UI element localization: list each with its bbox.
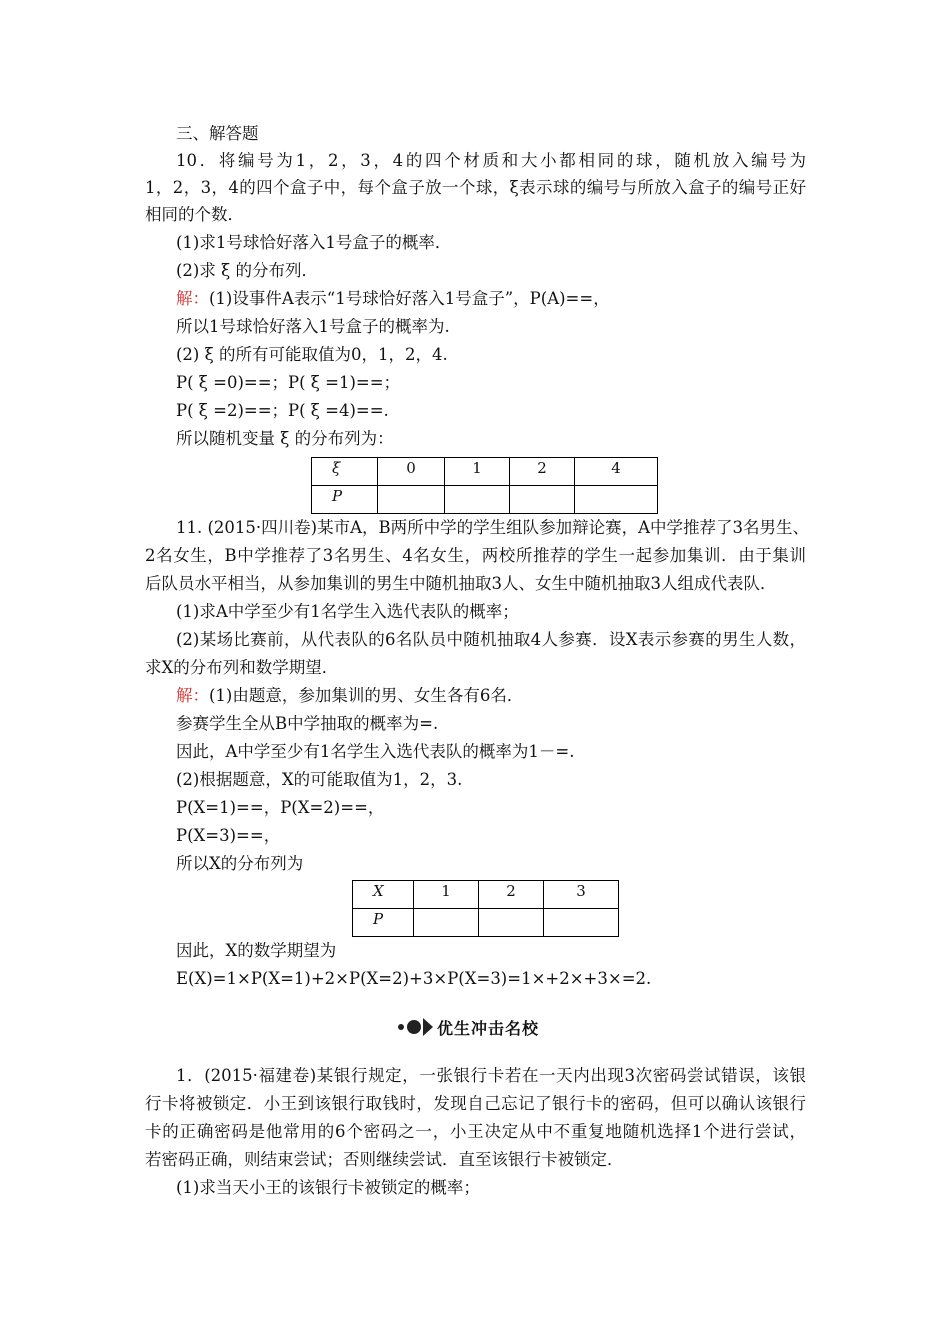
table-cell: 1 <box>414 881 479 909</box>
table-row <box>353 881 619 909</box>
q11-line-3: 后队员水平相当，从参加集训的男生中随机抽取3人、女生中随机抽取3人组成代表队． <box>145 574 777 593</box>
q11-answer-text: (1)由题意，参加集训的男、女生各有6名． <box>209 686 524 705</box>
q10-distribution-table <box>311 457 658 514</box>
q10-part-1: (1)求1号球恰好落入1号盒子的概率． <box>176 233 452 252</box>
table-header-cell: P <box>312 486 378 514</box>
q11-answer-line-7: 所以X的分布列为 <box>176 854 304 873</box>
q1-line-4: 若密码正确，则结束尝试；否则继续尝试．直至该银行卡被锁定． <box>145 1150 624 1169</box>
q1-part-1: (1)求当天小王的该银行卡被锁定的概率； <box>176 1178 480 1197</box>
table-header-cell: X <box>353 881 414 909</box>
arrow-right-icon <box>423 1018 433 1036</box>
q11-answer-line-1 <box>176 685 523 707</box>
q1-line-1: 1．(2015·福建卷)某银行规定，一张银行卡若在一天内出现3次密码尝试错误，该银 <box>176 1066 806 1085</box>
q11-answer-line-4: (2)根据题意，X的可能取值为1，2，3. <box>176 770 463 789</box>
section-banner <box>398 1014 539 1040</box>
table-row <box>353 909 619 937</box>
section-heading: 三、解答题 <box>176 124 259 143</box>
q11-line-1: 11. (2015·四川卷)某市A，B两所中学的学生组队参加辩论赛，A中学推荐了3名男生、 <box>176 518 810 537</box>
q11-answer-line-9: E(X)=1×P(X=1)+2×P(X=2)+3×P(X=3)=1×+2×+3×=2. <box>176 969 652 988</box>
q11-part-1: (1)求A中学至少有1名学生入选代表队的概率； <box>176 602 519 621</box>
q10-answer-line-4: P( ξ =0)==；P( ξ =1)==； <box>176 373 401 392</box>
q11-answer-line-6: P(X=3)==， <box>176 826 281 845</box>
q10-answer-line-5: P( ξ =2)==；P( ξ =4)==. <box>176 401 389 420</box>
table-cell <box>445 486 510 514</box>
small-dot-icon <box>398 1024 404 1030</box>
table-header-cell: ξ <box>312 458 378 486</box>
table-cell: 2 <box>479 881 544 909</box>
table-cell: 1 <box>445 458 510 486</box>
q11-answer-line-3: 因此，A中学至少有1名学生入选代表队的概率为1－=. <box>176 742 575 761</box>
table-cell <box>414 909 479 937</box>
table-cell: 3 <box>544 881 619 909</box>
q10-part-2: (2)求 ξ 的分布列． <box>176 261 318 280</box>
table-cell <box>378 486 445 514</box>
table-cell <box>510 486 575 514</box>
table-row <box>312 486 658 514</box>
q10-answer-line-1 <box>176 288 610 310</box>
q11-line-2: 2名女生，B中学推荐了3名男生、4名女生，两校所推荐的学生一起参加集训．由于集训 <box>145 546 806 565</box>
table-cell <box>544 909 619 937</box>
q11-part-2-cont: 求X的分布列和数学期望． <box>145 658 339 677</box>
q10-answer-line-2: 所以1号球恰好落入1号盒子的概率为. <box>176 317 450 336</box>
table-row <box>312 458 658 486</box>
banner-title: 优生冲击名校 <box>437 1018 540 1038</box>
q1-line-2: 行卡将被锁定．小王到该银行取钱时，发现自己忘记了银行卡的密码，但可以确认该银行 <box>145 1094 806 1113</box>
q10-line-2: 1，2，3，4的四个盒子中，每个盒子放一个球，ξ表示球的编号与所放入盒子的编号正好 <box>145 178 806 197</box>
q11-answer-line-2: 参赛学生全从B中学抽取的概率为=. <box>176 714 439 733</box>
large-dot-icon <box>407 1020 421 1034</box>
q10-line-1: 10．将编号为1，2，3，4的四个材质和大小都相同的球，随机放入编号为 <box>176 151 806 170</box>
answer-label: 解： <box>176 686 209 705</box>
table-cell <box>575 486 658 514</box>
q10-answer-line-3: (2) ξ 的所有可能取值为0，1，2，4. <box>176 345 448 364</box>
q11-answer-line-5: P(X=1)==，P(X=2)==， <box>176 798 385 817</box>
q10-line-3: 相同的个数． <box>145 205 244 224</box>
q10-answer-text: (1)设事件A表示“1号球恰好落入1号盒子”，P(A)==， <box>209 289 610 308</box>
table-cell: 0 <box>378 458 445 486</box>
table-header-cell: P <box>353 909 414 937</box>
q11-distribution-table <box>352 880 619 937</box>
table-cell <box>479 909 544 937</box>
table-cell: 4 <box>575 458 658 486</box>
q10-answer-line-6: 所以随机变量 ξ 的分布列为： <box>176 429 394 448</box>
answer-label: 解： <box>176 289 209 308</box>
q1-line-3: 卡的正确密码是他常用的6个密码之一，小王决定从中不重复地随机选择1个进行尝试， <box>145 1122 806 1141</box>
q11-answer-line-8: 因此，X的数学期望为 <box>176 941 337 960</box>
table-cell: 2 <box>510 458 575 486</box>
q11-part-2: (2)某场比赛前，从代表队的6名队员中随机抽取4人参赛．设X表示参赛的男生人数， <box>176 630 806 649</box>
